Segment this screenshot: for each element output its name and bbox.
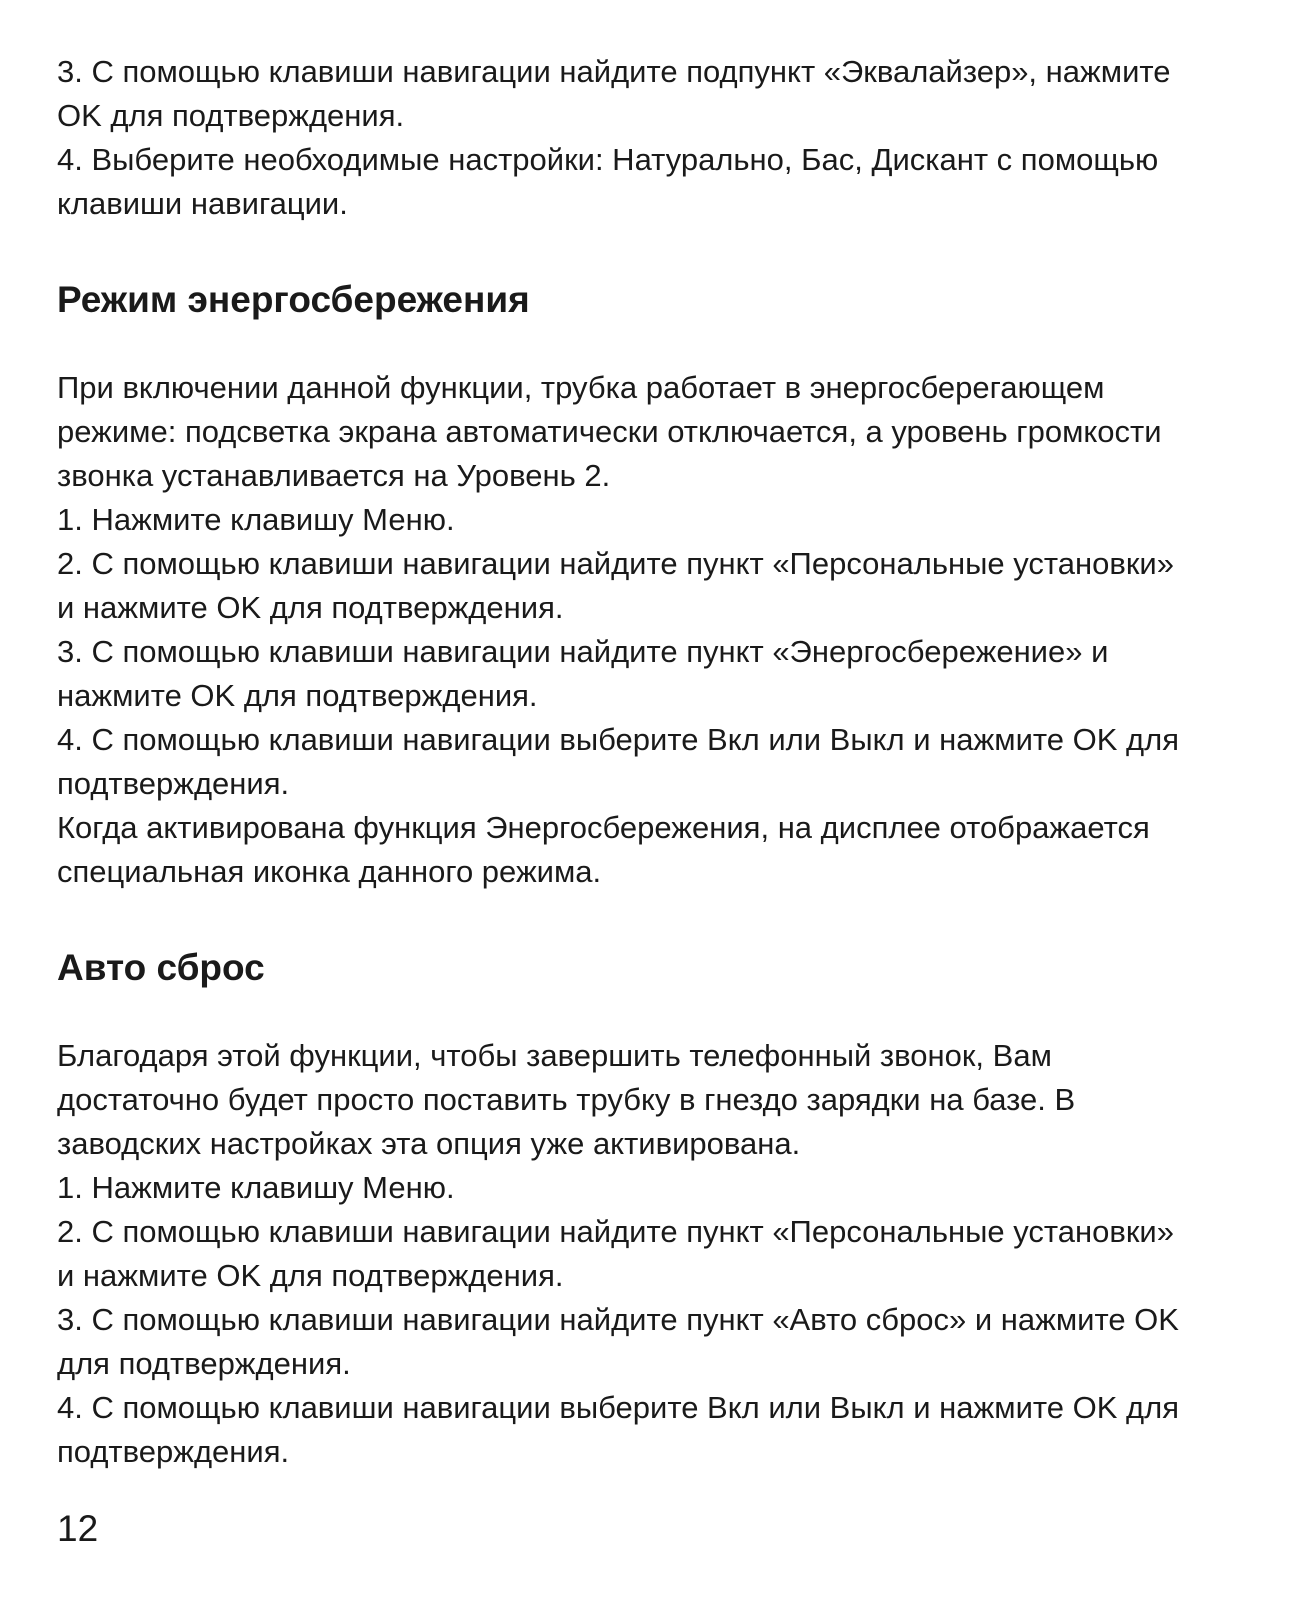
text-line: специальная иконка данного режима. (57, 854, 602, 889)
text-line: режиме: подсветка экрана автоматически отключается, а уровень громкости (57, 414, 1162, 449)
text-line: OK для подтверждения. (57, 98, 405, 133)
text-line: При включении данной функции, трубка работает в энергосберегающем (57, 370, 1105, 405)
text-line: подтверждения. (57, 766, 290, 801)
energy-saving-heading: Режим энергосбережения (57, 279, 530, 320)
text-line: 2. С помощью клавиши навигации найдите пункт «Персональные установки» (57, 546, 1174, 581)
document-page (57, 50, 1257, 1474)
text-line: и нажмите OK для подтверждения. (57, 590, 564, 625)
energy-saving-paragraph (57, 366, 1257, 894)
text-line: достаточно будет просто поставить трубку в гнездо зарядки на базе. В (57, 1082, 1076, 1117)
text-line: 4. С помощью клавиши навигации выберите Вкл или Выкл и нажмите OK для (57, 722, 1179, 757)
text-line: 1. Нажмите клавишу Меню. (57, 1170, 455, 1205)
text-line: заводских настройках эта опция уже активирована. (57, 1126, 801, 1161)
text-line: клавиши навигации. (57, 186, 348, 221)
text-line: 3. С помощью клавиши навигации найдите пункт «Авто сброс» и нажмите OK (57, 1302, 1179, 1337)
intro-paragraph (57, 50, 1257, 226)
text-line: нажмите OK для подтверждения. (57, 678, 538, 713)
text-line: Когда активирована функция Энергосбережения, на дисплее отображается (57, 810, 1150, 845)
text-line: и нажмите OK для подтверждения. (57, 1258, 564, 1293)
text-line: 2. С помощью клавиши навигации найдите пункт «Персональные установки» (57, 1214, 1174, 1249)
auto-reset-paragraph (57, 1034, 1257, 1474)
text-line: 4. Выберите необходимые настройки: Натурально, Бас, Дискант с помощью (57, 142, 1159, 177)
text-line: 3. С помощью клавиши навигации найдите подпункт «Эквалайзер», нажмите (57, 54, 1171, 89)
text-line: для подтверждения. (57, 1346, 351, 1381)
text-line: Благодаря этой функции, чтобы завершить телефонный звонок, Вам (57, 1038, 1052, 1073)
auto-reset-heading: Авто сброс (57, 947, 265, 988)
text-line: звонка устанавливается на Уровень 2. (57, 458, 611, 493)
text-line: подтверждения. (57, 1434, 290, 1469)
text-line: 1. Нажмите клавишу Меню. (57, 502, 455, 537)
text-line: 3. С помощью клавиши навигации найдите пункт «Энергосбережение» и (57, 634, 1109, 669)
page-number: 12 (57, 1508, 99, 1549)
text-line: 4. С помощью клавиши навигации выберите Вкл или Выкл и нажмите OK для (57, 1390, 1179, 1425)
